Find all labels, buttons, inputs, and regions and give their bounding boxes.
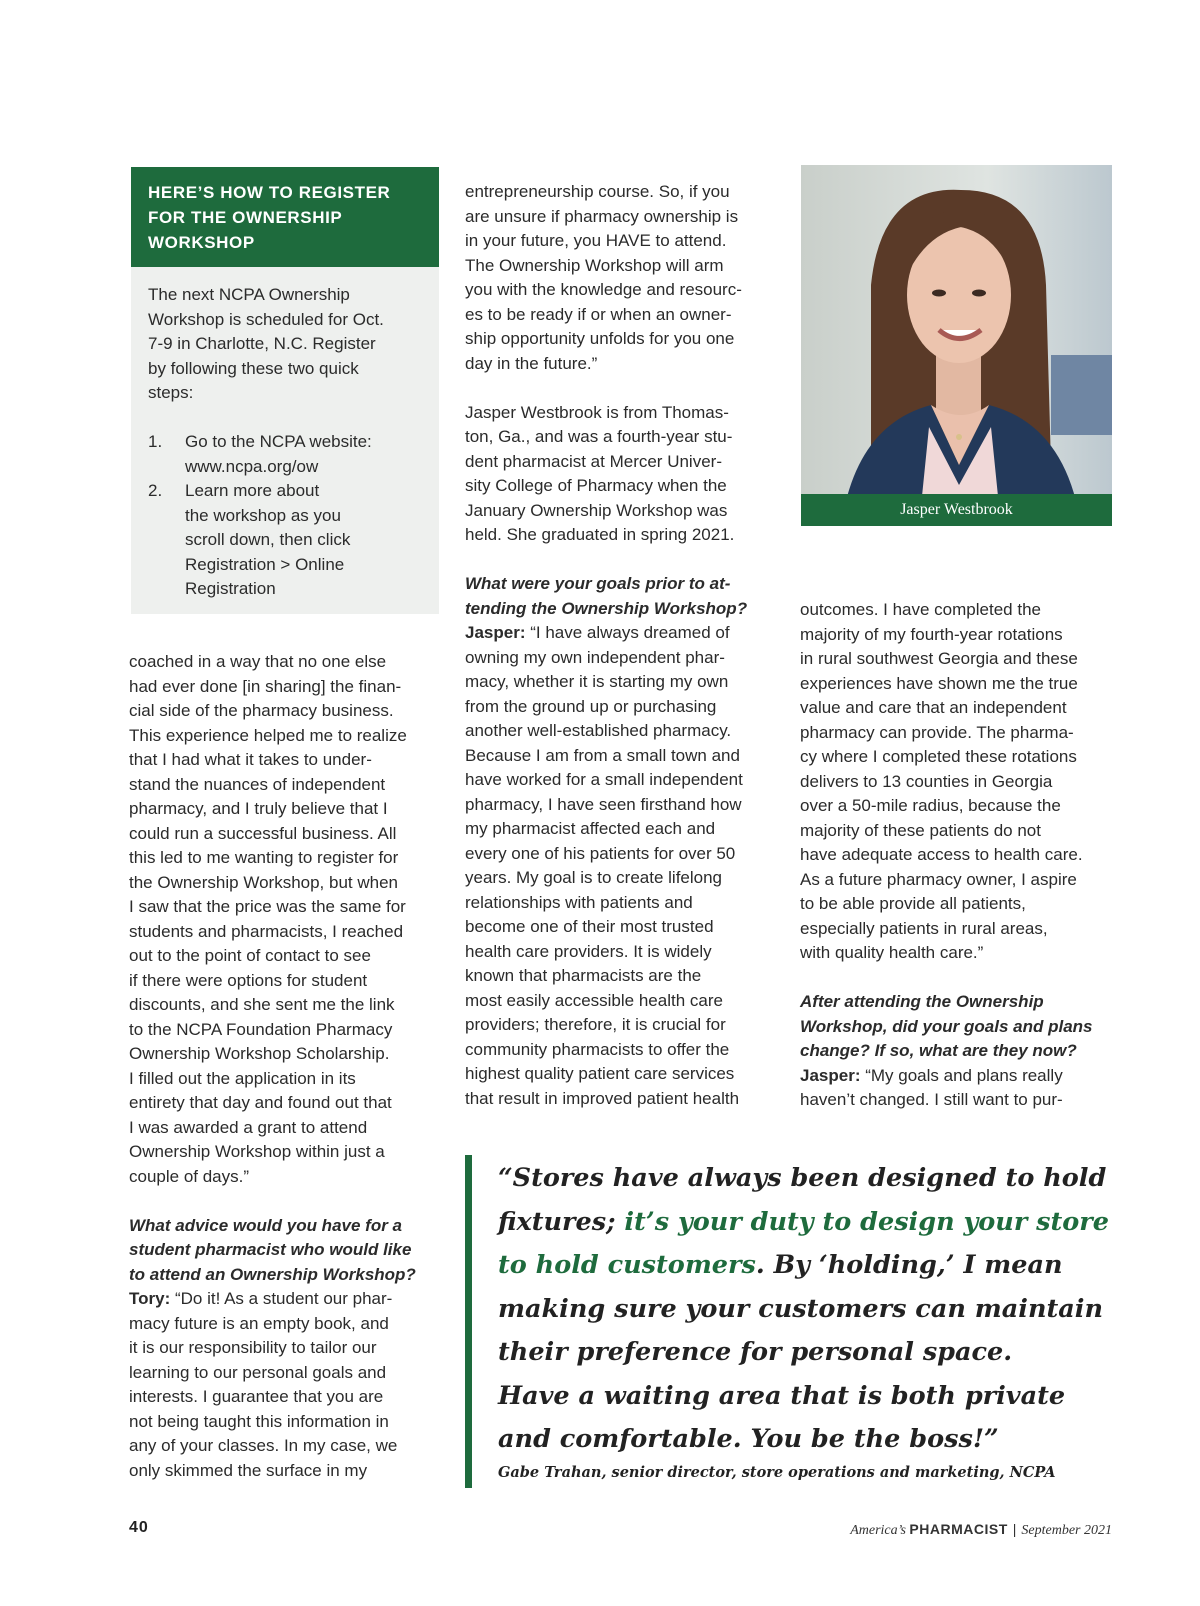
text-line: WORKSHOP xyxy=(148,233,255,252)
text-line: relationships with patients and xyxy=(465,892,693,912)
text-line: community pharmacists to offer the xyxy=(465,1039,730,1059)
text-line: most easily accessible health care xyxy=(465,990,723,1010)
text-line: Workshop, did your goals and plans xyxy=(800,1016,1093,1036)
column-3 xyxy=(800,598,1116,1113)
text-line: not being taught this information in xyxy=(129,1411,389,1431)
pull-quote-line: making sure your customers can maintain xyxy=(498,1293,1104,1324)
step-text xyxy=(185,479,350,602)
text-line: delivers to 13 counties in Georgia xyxy=(800,771,1053,791)
text-line: students and pharmacists, I reached xyxy=(129,921,404,941)
text-line: have adequate access to health care. xyxy=(800,845,1083,864)
pull-quote-line: “Stores have always been designed to hold xyxy=(498,1163,1107,1193)
text-line: pharmacy, and I truly believe that I xyxy=(129,799,388,818)
text-line: macy, whether it is starting my own xyxy=(465,672,729,691)
text-line: scroll down, then click xyxy=(185,530,351,549)
text-line: to be able provide all patients, xyxy=(800,894,1026,913)
text-line: I filled out the application in its xyxy=(129,1068,356,1088)
speaker-jasper: Jasper: xyxy=(800,1065,861,1085)
pull-quote-highlight: to hold customers xyxy=(498,1250,756,1280)
text-line: had ever done [in sharing] the finan- xyxy=(129,676,402,696)
answer-first-line: “Do it! As a student our phar- xyxy=(170,1289,393,1308)
pull-quote-line: . By ‘holding,’ I mean xyxy=(755,1250,1063,1280)
pull-quote-line: and comfortable. You be the boss!” xyxy=(498,1424,999,1454)
text-line: that I had what it takes to under- xyxy=(129,750,372,769)
text-line: Workshop is scheduled for Oct. xyxy=(148,309,384,329)
text-line: by following these two quick xyxy=(148,358,359,378)
text-line: coached in a way that no one else xyxy=(129,652,387,671)
registration-step xyxy=(148,430,423,479)
text-line: any of your classes. In my case, we xyxy=(129,1436,398,1455)
text-line: The Ownership Workshop will arm xyxy=(465,255,724,275)
text-line: ship opportunity unfolds for you one xyxy=(465,329,735,348)
registration-body xyxy=(131,267,439,614)
column-2 xyxy=(465,180,781,1111)
text-line: What were your goals prior to at- xyxy=(465,574,731,593)
text-line: are unsure if pharmacy ownership is xyxy=(465,206,739,226)
magazine-prefix: America’s xyxy=(850,1523,910,1538)
text-line: interests. I guarantee that you are xyxy=(129,1387,384,1406)
text-line: FOR THE OWNERSHIP xyxy=(148,208,343,227)
pull-quote xyxy=(465,1155,1122,1488)
page-number: 40 xyxy=(129,1519,149,1536)
column-1-answer xyxy=(129,1287,441,1483)
step-text xyxy=(185,430,372,479)
column-1-paragraph xyxy=(129,650,441,1189)
footer-separator: | xyxy=(1012,1521,1017,1537)
column-1 xyxy=(129,650,441,1483)
magazine-name: PHARMACIST xyxy=(909,1521,1008,1537)
text-line: it is our responsibility to tailor our xyxy=(129,1338,377,1357)
text-line: haven’t changed. I still want to pur- xyxy=(800,1090,1063,1109)
text-line: Learn more about xyxy=(185,481,320,500)
text-line: pharmacy can provide. The pharma- xyxy=(800,722,1074,742)
text-line: value and care that an independent xyxy=(800,698,1067,717)
text-line: health care providers. It is widely xyxy=(465,941,712,961)
step-number: 2. xyxy=(148,481,163,500)
answer-first-line: “I have always dreamed of xyxy=(525,623,730,642)
text-line: I was awarded a grant to attend xyxy=(129,1117,368,1137)
text-line: if there were options for student xyxy=(129,970,368,990)
text-line: only skimmed the surface in my xyxy=(129,1460,368,1480)
text-line: es to be ready if or when an owner- xyxy=(465,304,732,324)
text-line: to attend an Ownership Workshop? xyxy=(129,1264,416,1284)
text-line: entirety that day and found out that xyxy=(129,1093,392,1112)
text-line: Ownership Workshop within just a xyxy=(129,1142,385,1161)
pull-quote-line: Have a waiting area that is both private xyxy=(498,1380,1066,1411)
speaker-tory: Tory: xyxy=(129,1289,171,1308)
text-line: especially patients in rural areas, xyxy=(800,918,1048,938)
text-line: ton, Ga., and was a fourth-year stu- xyxy=(465,427,733,446)
text-line: you with the knowledge and resourc- xyxy=(465,280,742,299)
text-line: stand the nuances of independent xyxy=(129,774,386,794)
portrait-illustration xyxy=(801,165,1112,526)
text-line: January Ownership Workshop was xyxy=(465,500,728,520)
text-line: cy where I completed these rotations xyxy=(800,747,1077,766)
text-line: highest quality patient care services xyxy=(465,1064,735,1083)
issue-date: September 2021 xyxy=(1021,1523,1112,1538)
registration-step xyxy=(148,479,423,602)
text-line: could run a successful business. All xyxy=(129,823,397,843)
portrait-photo xyxy=(801,165,1112,526)
text-line: As a future pharmacy owner, I aspire xyxy=(800,869,1077,889)
pull-quote-text xyxy=(498,1157,1118,1462)
text-line: 7-9 in Charlotte, N.C. Register xyxy=(148,334,376,353)
column-1-question xyxy=(129,1214,441,1288)
text-line: that result in improved patient health xyxy=(465,1088,740,1108)
text-line: tending the Ownership Workshop? xyxy=(465,598,748,618)
column-2-question xyxy=(465,572,781,621)
registration-intro xyxy=(148,283,423,406)
text-line: www.ncpa.org/ow xyxy=(185,456,319,476)
text-line: Because I am from a small town and xyxy=(465,745,740,765)
text-line: After attending the Ownership xyxy=(800,992,1044,1011)
column-2-paragraph xyxy=(465,180,781,376)
jasper-bio xyxy=(465,401,781,548)
registration-sidebar xyxy=(131,167,439,614)
text-line: Ownership Workshop Scholarship. xyxy=(129,1044,390,1063)
text-line: student pharmacist who would like xyxy=(129,1240,412,1259)
text-line: every one of his patients for over 50 xyxy=(465,843,736,863)
text-line: this led to me wanting to register for xyxy=(129,848,399,867)
pull-quote-line: their preference for personal space. xyxy=(498,1337,1013,1367)
speaker-jasper: Jasper: xyxy=(465,623,526,642)
text-line: The next NCPA Ownership xyxy=(148,285,350,304)
text-line: held. She graduated in spring 2021. xyxy=(465,525,735,544)
text-line: years. My goal is to create lifelong xyxy=(465,868,723,887)
text-line: day in the future.” xyxy=(465,353,598,373)
text-line: HERE’S HOW TO REGISTER xyxy=(148,183,391,202)
text-line: outcomes. I have completed the xyxy=(800,600,1041,619)
column-3-answer xyxy=(800,1064,1116,1113)
text-line: couple of days.” xyxy=(129,1166,250,1186)
text-line: change? If so, what are they now? xyxy=(800,1041,1077,1060)
text-line: become one of their most trusted xyxy=(465,917,714,936)
text-line: the Ownership Workshop, but when xyxy=(129,872,398,892)
column-2-answer xyxy=(465,621,781,1111)
text-line: Registration > Online xyxy=(185,554,345,574)
text-line: Registration xyxy=(185,579,276,598)
text-line: in your future, you HAVE to attend. xyxy=(465,231,727,250)
text-line: owning my own independent phar- xyxy=(465,647,725,667)
text-line: providers; therefore, it is crucial for xyxy=(465,1015,726,1034)
column-3-question xyxy=(800,990,1116,1064)
registration-heading xyxy=(131,167,439,267)
text-line: majority of these patients do not xyxy=(800,820,1041,840)
text-line: I saw that the price was the same for xyxy=(129,897,406,916)
text-line: have worked for a small independent xyxy=(465,770,743,789)
column-3-paragraph xyxy=(800,598,1116,966)
step-number: 1. xyxy=(148,432,163,451)
text-line: out to the point of contact to see xyxy=(129,946,371,965)
pull-quote-line: fixtures; xyxy=(498,1206,625,1237)
text-line: This experience helped me to realize xyxy=(129,725,407,745)
answer-first-line: “My goals and plans really xyxy=(860,1065,1063,1085)
text-line: to the NCPA Foundation Pharmacy xyxy=(129,1019,393,1039)
text-line: Jasper Westbrook is from Thomas- xyxy=(465,402,729,422)
text-line: macy future is an empty book, and xyxy=(129,1313,389,1333)
text-line: entrepreneurship course. So, if you xyxy=(465,182,730,201)
text-line: dent pharmacist at Mercer Univer- xyxy=(465,451,722,471)
text-line: learning to our personal goals and xyxy=(129,1362,387,1382)
text-line: known that pharmacists are the xyxy=(465,966,702,985)
text-line: Go to the NCPA website: xyxy=(185,432,372,451)
registration-steps xyxy=(148,430,423,602)
text-line: cial side of the pharmacy business. xyxy=(129,701,394,720)
text-line: with quality health care.” xyxy=(800,943,984,962)
text-line: another well-established pharmacy. xyxy=(465,721,732,740)
text-line: over a 50-mile radius, because the xyxy=(800,796,1061,815)
text-line: my pharmacist affected each and xyxy=(465,819,716,838)
footer-masthead xyxy=(850,1521,1112,1539)
photo-caption: Jasper Westbrook xyxy=(801,494,1112,526)
text-line: majority of my fourth-year rotations xyxy=(800,624,1063,644)
text-line: discounts, and she sent me the link xyxy=(129,995,395,1014)
text-line: sity College of Pharmacy when the xyxy=(465,476,727,495)
text-line: experiences have shown me the true xyxy=(800,673,1078,693)
pull-quote-highlight: it’s your duty to design your store xyxy=(624,1206,1109,1237)
text-line: from the ground up or purchasing xyxy=(465,696,717,716)
text-line: What advice would you have for a xyxy=(129,1215,402,1235)
text-line: the workshop as you xyxy=(185,505,341,525)
text-line: in rural southwest Georgia and these xyxy=(800,649,1078,668)
pull-quote-attribution: Gabe Trahan, senior director, store operations and marketing, NCPA xyxy=(498,1464,1056,1481)
text-line: steps: xyxy=(148,383,194,402)
text-line: pharmacy, I have seen firsthand how xyxy=(465,794,742,814)
